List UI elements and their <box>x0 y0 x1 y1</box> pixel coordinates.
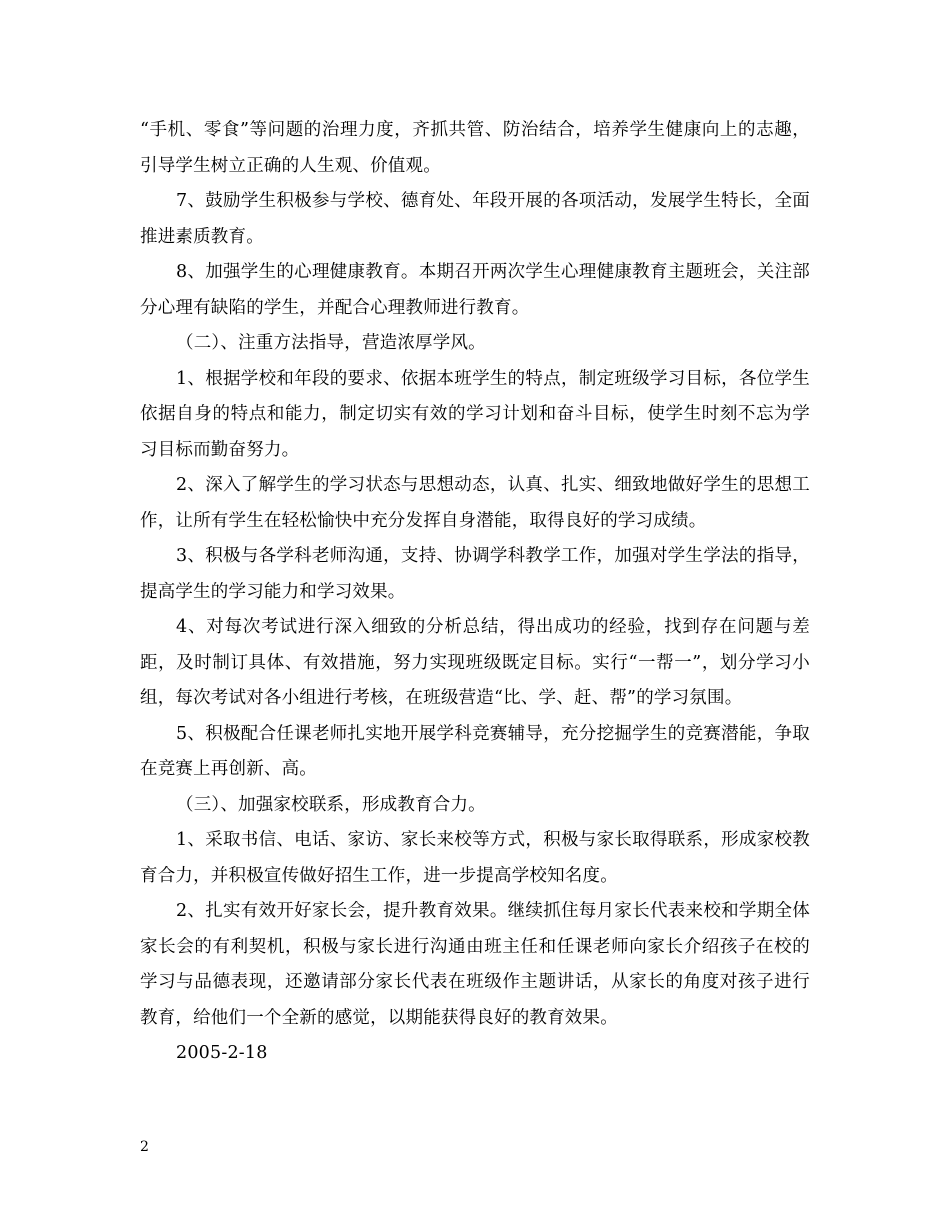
paragraph-study-item-3: 3、积极与各学科老师沟通，支持、协调学科教学工作，加强对学生学法的指导，提高学生的学习能力和学习效果。 <box>140 546 810 602</box>
paragraph-continuation: “手机、零食”等问题的治理力度，齐抓共管、防治结合，培养学生健康向上的志趣，引导学生树立正确的人生观、价值观。 <box>140 120 810 176</box>
paragraph-study-item-1: 1、根据学校和年段的要求、依据本班学生的特点，制定班级学习目标，各位学生依据自身的特点和能力，制定切实有效的学习计划和奋斗目标，使学生时刻不忘为学习目标而勤奋努力。 <box>140 368 810 460</box>
document-body <box>140 113 810 1072</box>
paragraph-item-7: 7、鼓励学生积极参与学校、德育处、年段开展的各项活动，发展学生特长，全面推进素质教育。 <box>140 191 810 247</box>
section-heading-3: （三）、加强家校联系，形成教育合力。 <box>176 794 486 815</box>
paragraph-study-item-4: 4、对每次考试进行深入细致的分析总结，得出成功的经验，找到存在问题与差距，及时制订具体、有效措施，努力实现班级既定目标。实行“一帮一”，划分学习小组，每次考试对各小组进行考核，在班级营造“比、学、赶、帮”的学习氛围。 <box>140 617 810 708</box>
section-heading-2: （二）、注重方法指导，营造浓厚学风。 <box>176 333 486 353</box>
paragraph-family-item-2: 2、扎实有效开好家长会，提升教育效果。继续抓住每月家长代表来校和学期全体家长会的有利契机，积极与家长进行沟通由班主任和任课老师向家长介绍孩子在校的学习与品德表现，还邀请部分家长代表在班级作主题讲话，从家长的角度对孩子进行教育，给他们一个全新的感觉，以期能获得良好的教育效果。 <box>140 901 810 1028</box>
document-date: 2005-2-18 <box>176 1043 268 1063</box>
paragraph-study-item-5: 5、积极配合任课老师扎实地开展学科竞赛辅导，充分挖掘学生的竞赛潜能，争取在竞赛上再创新、高。 <box>140 723 810 779</box>
paragraph-study-item-2: 2、深入了解学生的学习状态与思想动态，认真、扎实、细致地做好学生的思想工作，让所有学生在轻松愉快中充分发挥自身潜能，取得良好的学习成绩。 <box>140 475 810 531</box>
paragraph-family-item-1: 1、采取书信、电话、家访、家长来校等方式，积极与家长取得联系，形成家校教育合力，并积极宣传做好招生工作，进一步提高学校知名度。 <box>140 830 810 886</box>
page-number: 2 <box>140 1139 149 1155</box>
paragraph-item-8: 8、加强学生的心理健康教育。本期召开两次学生心理健康教育主题班会，关注部分心理有缺陷的学生，并配合心理教师进行教育。 <box>140 262 810 318</box>
